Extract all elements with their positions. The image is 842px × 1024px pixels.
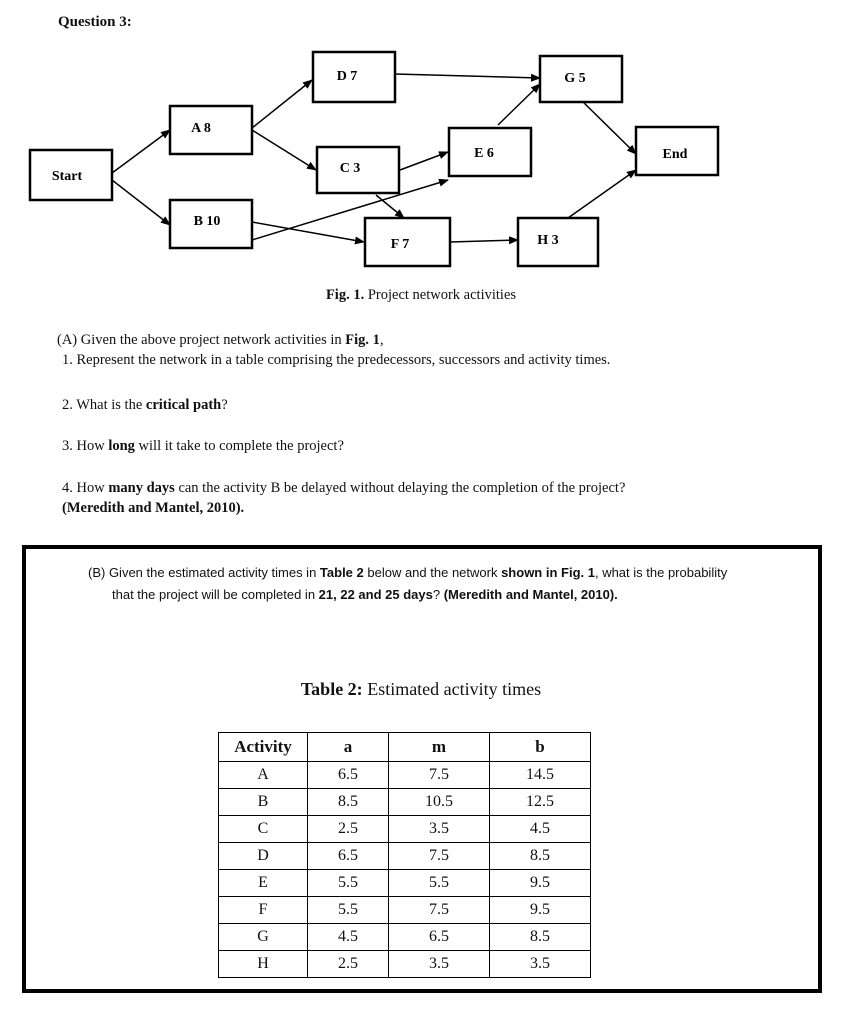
- arrow-start-b: [112, 180, 170, 225]
- table-cell: 7.5: [389, 843, 490, 870]
- part-a-intro: [57, 330, 384, 350]
- part-a-q1-text: 1. Represent the network in a table comprising the predecessors, successors and activity times.: [62, 352, 611, 368]
- node-d-label: D 7: [336, 69, 358, 84]
- table-cell: 5.5: [308, 897, 389, 924]
- part-a-q2-pre: 2. What is the: [62, 397, 146, 413]
- table-cell: A: [219, 762, 308, 789]
- col-header-m: m: [389, 733, 490, 762]
- table-cell: E: [219, 870, 308, 897]
- table-cell: 8.5: [490, 924, 591, 951]
- arrow-f-h: [450, 240, 518, 242]
- arrow-h-end: [568, 170, 636, 218]
- arrow-a-d: [252, 80, 312, 128]
- node-f-label: F 7: [390, 237, 410, 252]
- arrow-g-end: [580, 99, 636, 154]
- node-h-label: H 3: [537, 233, 559, 248]
- table-row: [219, 816, 591, 843]
- arrow-start-a: [112, 130, 170, 173]
- table2-caption-label: Table 2:: [300, 679, 363, 699]
- table-row: [219, 897, 591, 924]
- part-b-text-5: , what is the probability that the project will be completed in: [112, 565, 728, 602]
- table-row: [219, 762, 591, 789]
- table-cell: 8.5: [490, 843, 591, 870]
- table-row: [219, 924, 591, 951]
- part-a-q2-bold: critical path: [145, 397, 222, 413]
- table-cell: C: [219, 816, 308, 843]
- part-a-q4-reference: [62, 498, 244, 518]
- node-g-label: G 5: [564, 71, 586, 86]
- table-row: [219, 843, 591, 870]
- table-cell: 5.5: [308, 870, 389, 897]
- col-header-a: a: [308, 733, 389, 762]
- table2-caption-text: Estimated activity times: [362, 679, 542, 699]
- col-header-b: b: [490, 733, 591, 762]
- part-a-intro-ref: Fig. 1: [345, 332, 380, 348]
- part-a-q4-post: can the activity B be delayed without delaying the completion of the project?: [174, 480, 626, 496]
- table-cell: 4.5: [308, 924, 389, 951]
- part-b-text-7: ?: [432, 587, 444, 602]
- figure-caption-label: Fig. 1.: [325, 287, 365, 303]
- part-a-q4-pre: 4. How: [62, 480, 109, 496]
- node-start-label: Start: [51, 169, 83, 184]
- table-cell: 3.5: [389, 951, 490, 978]
- node-c-label: C 3: [339, 161, 361, 176]
- table-cell: 8.5: [308, 789, 389, 816]
- table-cell: 6.5: [308, 762, 389, 789]
- node-e-label: E 6: [474, 146, 494, 161]
- node-a-label: A 8: [191, 121, 211, 136]
- part-a-intro-tail: ,: [379, 332, 384, 348]
- arrow-a-c: [252, 130, 316, 170]
- part-a-q3-post: will it take to complete the project?: [134, 438, 344, 454]
- project-network-diagram: [0, 0, 842, 285]
- node-end-label: End: [662, 147, 688, 162]
- part-a-q4-ref: (Meredith and Mantel, 2010).: [62, 500, 245, 516]
- table-row: [219, 789, 591, 816]
- figure-caption-text: Project network activities: [364, 287, 517, 303]
- table-header-row: [219, 733, 591, 762]
- table-cell: 10.5: [389, 789, 490, 816]
- table-cell: 9.5: [490, 897, 591, 924]
- table-cell: 2.5: [308, 816, 389, 843]
- part-a-intro-text: (A) Given the above project network activities in: [57, 332, 346, 348]
- part-a-q2-post: ?: [221, 397, 228, 413]
- node-b-label: B 10: [193, 214, 221, 229]
- arrow-b-f: [252, 222, 364, 242]
- figure-caption: [0, 287, 842, 304]
- table-cell: 3.5: [490, 951, 591, 978]
- arrow-d-g: [395, 74, 540, 78]
- part-b-text-3: below and the network: [363, 565, 502, 580]
- table-cell: H: [219, 951, 308, 978]
- part-a-q3: [62, 436, 344, 456]
- table-cell: 7.5: [389, 762, 490, 789]
- estimated-times-table: [218, 732, 591, 978]
- part-a-q3-pre: 3. How: [62, 438, 109, 454]
- part-b-text-2: Table 2: [319, 565, 364, 580]
- table-cell: 6.5: [308, 843, 389, 870]
- table-cell: 4.5: [490, 816, 591, 843]
- table-cell: 9.5: [490, 870, 591, 897]
- part-b-text-6: 21, 22 and 25 days: [318, 587, 433, 602]
- table-row: [219, 870, 591, 897]
- part-b-text-4: shown in Fig. 1: [501, 565, 595, 580]
- table-row: [219, 951, 591, 978]
- node-a: [170, 106, 252, 154]
- part-a-q1: [62, 350, 610, 370]
- table-cell: 2.5: [308, 951, 389, 978]
- part-b-text-1: (B) Given the estimated activity times in: [88, 565, 320, 580]
- question-title: Question 3:: [58, 14, 132, 30]
- part-a-q4: [62, 478, 727, 498]
- part-b-text-8: (Meredith and Mantel, 2010).: [443, 587, 618, 602]
- part-a-q2: [62, 395, 228, 415]
- table-cell: B: [219, 789, 308, 816]
- part-b-question: [88, 562, 748, 606]
- table-cell: F: [219, 897, 308, 924]
- arrow-c-e: [400, 152, 448, 170]
- table-cell: 6.5: [389, 924, 490, 951]
- arrow-e-g: [498, 84, 540, 125]
- table-cell: G: [219, 924, 308, 951]
- table2-caption: [0, 679, 842, 700]
- table-cell: 12.5: [490, 789, 591, 816]
- col-header-activity: Activity: [219, 733, 308, 762]
- table-cell: 3.5: [389, 816, 490, 843]
- table-cell: 7.5: [389, 897, 490, 924]
- part-a-q3-bold: long: [108, 438, 135, 454]
- table-cell: 5.5: [389, 870, 490, 897]
- part-a-q4-bold: many days: [108, 480, 175, 496]
- table-cell: 14.5: [490, 762, 591, 789]
- table-cell: D: [219, 843, 308, 870]
